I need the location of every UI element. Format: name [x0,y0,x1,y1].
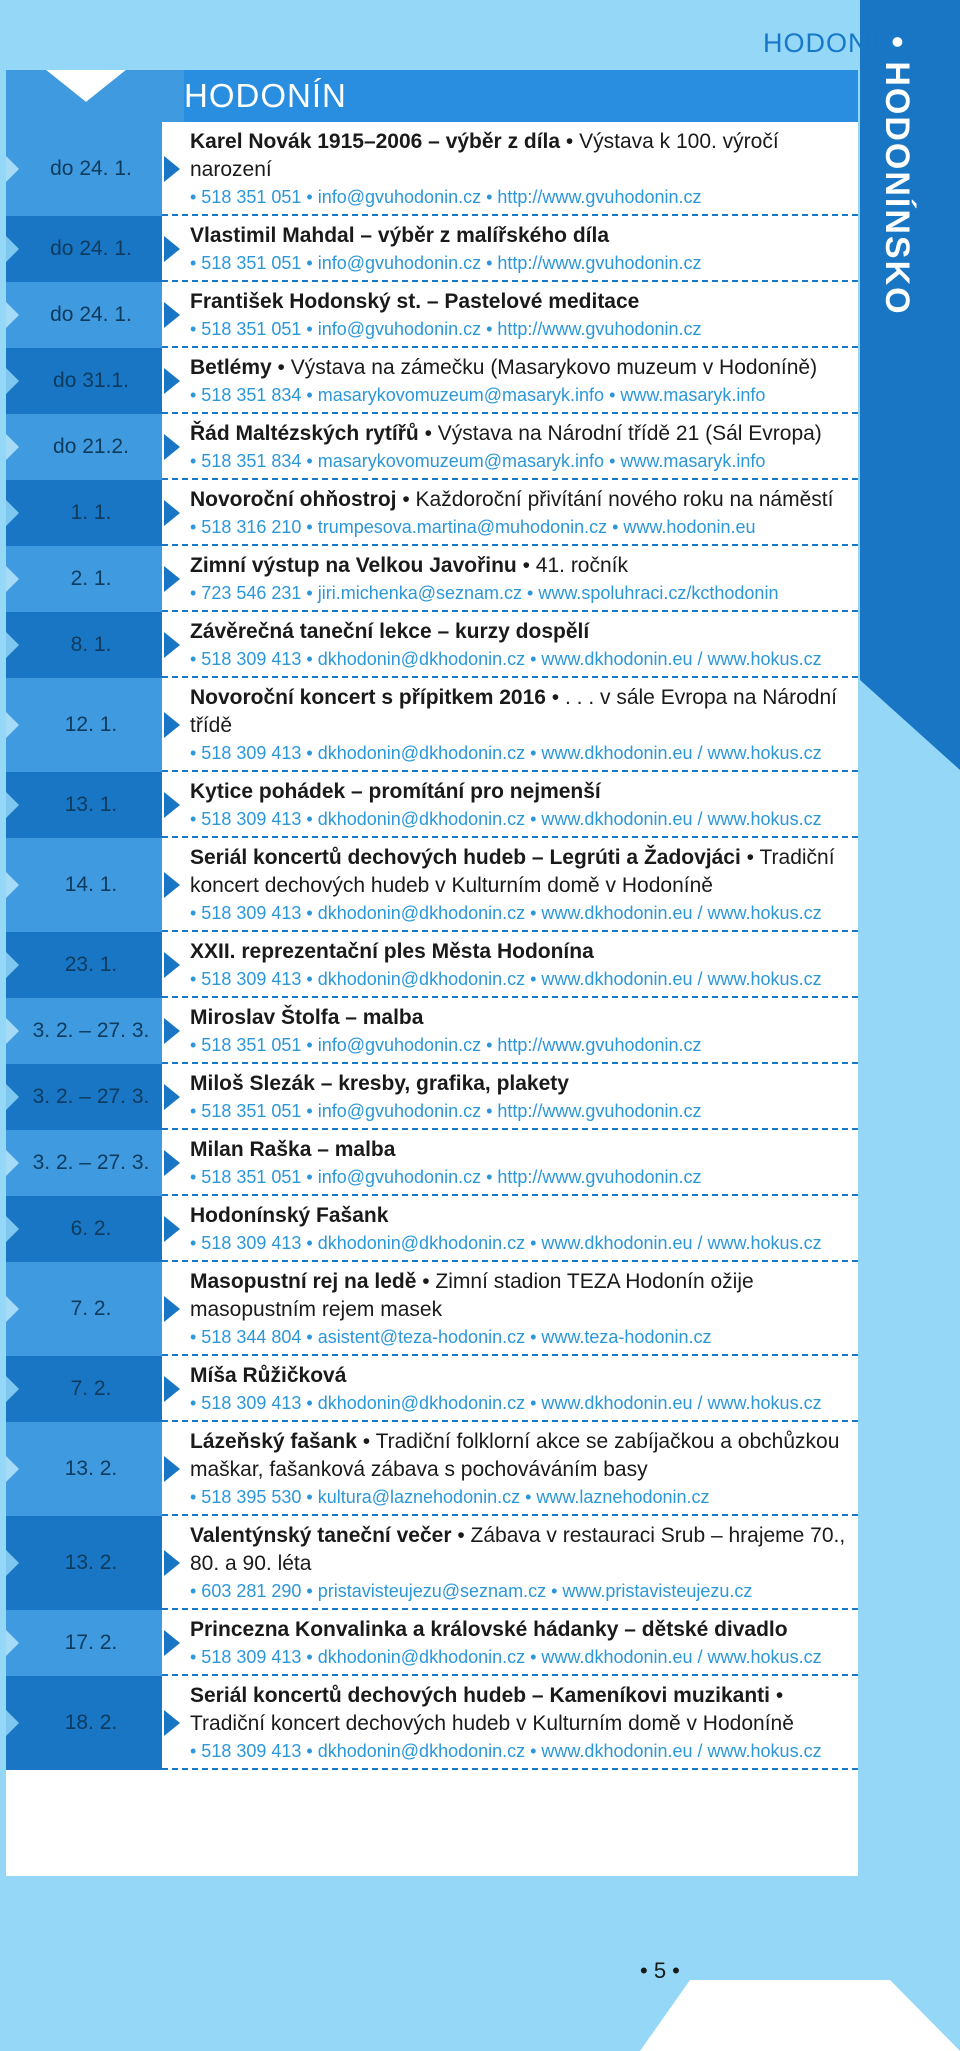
event-date: 17. 2. [64,1631,118,1654]
pointer-marker-icon [164,792,180,818]
arrow-right-icon [6,1630,19,1656]
event-contact: • 518 351 051 • info@gvuhodonin.cz • http://www.gvuhodonin.cz [190,1167,702,1187]
event-date: 7. 2. [70,1377,112,1400]
event-date-cell [6,1196,162,1262]
event-contact: • 518 351 834 • masarykovomuzeum@masaryk.info • www.masaryk.info [190,451,766,471]
event-date: do 24. 1. [50,157,132,180]
event-date-cell [6,546,162,612]
event-contact: • 518 351 051 • info@gvuhodonin.cz • http://www.gvuhodonin.cz [190,187,702,207]
event-title: Lázeňský fašank [190,1430,357,1453]
event-description: • Tradiční folklorní akce se zabíjačkou a obchůzkou maškar, fašanková zábava s pochováváním basy [190,1430,840,1481]
event-heading [190,1682,850,1738]
arrow-right-icon [6,1456,19,1482]
event-content [162,282,858,348]
event-contact: • 518 316 210 • trumpesova.martina@muhodonin.cz • www.hodonin.eu [190,517,756,537]
event-title: Hodonínský Fašank [190,1204,389,1227]
arrow-right-icon [6,792,19,818]
event-date: do 31.1. [53,369,129,392]
event-date-cell [6,1676,162,1770]
event-heading [190,1362,850,1390]
pointer-marker-icon [164,1456,180,1482]
event-contact: • 518 351 051 • info@gvuhodonin.cz • http://www.gvuhodonin.cz [190,319,702,339]
event-contact: • 518 351 051 • info@gvuhodonin.cz • http://www.gvuhodonin.cz [190,1101,702,1121]
event-heading [190,1004,850,1032]
arrow-right-icon [6,500,19,526]
event-date: 18. 2. [64,1711,118,1734]
event-row [6,122,858,216]
event-description: • Tradiční koncert dechových hudeb v Kulturním domě v Hodoníně [190,1684,794,1735]
pointer-marker-icon [164,632,180,658]
pointer-marker-icon [164,1084,180,1110]
pointer-marker-icon [164,712,180,738]
arrow-right-icon [6,236,19,262]
event-description: • Zimní stadion TEZA Hodonín ožije masopustním rejem masek [190,1270,754,1321]
event-contact: • 518 309 413 • dkhodonin@dkhodonin.cz • www.dkhodonin.eu / www.hokus.cz [190,1233,822,1253]
event-title: XXII. reprezentační ples Města Hodonína [190,940,594,963]
event-date-cell [6,122,162,216]
event-date: 6. 2. [70,1217,112,1240]
event-contact: • 518 395 530 • kultura@laznehodonin.cz • www.laznehodonin.cz [190,1487,710,1507]
event-row [6,1516,858,1610]
arrow-right-icon [6,632,19,658]
event-description: • . . . v sále Evropa na Národní třídě [190,686,837,737]
event-row [6,1196,858,1262]
pointer-marker-icon [164,1296,180,1322]
event-row [6,1356,858,1422]
event-row [6,348,858,414]
region-label [872,36,916,316]
event-title: Miloš Slezák – kresby, grafika, plakety [190,1072,569,1095]
event-row [6,998,858,1064]
event-date-cell [6,612,162,678]
event-heading [190,354,850,382]
event-content [162,480,858,546]
event-date: do 24. 1. [50,237,132,260]
event-title: Závěrečná taneční lekce – kurzy dospělí [190,620,590,643]
event-date: do 21.2. [53,435,129,458]
event-contact: • 518 309 413 • dkhodonin@dkhodonin.cz • www.dkhodonin.eu / www.hokus.cz [190,743,822,763]
pointer-marker-icon [164,236,180,262]
section-banner [6,70,858,122]
event-description: • 41. ročník [516,554,628,577]
event-row [6,546,858,612]
event-date: 13. 1. [64,793,118,816]
pointer-marker-icon [164,500,180,526]
event-content [162,414,858,480]
event-title: František Hodonský st. – Pastelové meditace [190,290,640,313]
arrow-right-icon [6,368,19,394]
event-title: Karel Novák 1915–2006 – výběr z díla [190,130,561,153]
arrow-right-icon [6,1710,19,1736]
event-content [162,1516,858,1610]
event-title: Princezna Konvalinka a královské hádanky – dětské divadlo [190,1618,788,1641]
event-date-cell [6,998,162,1064]
event-row [6,1130,858,1196]
event-heading [190,552,850,580]
event-date: 3. 2. – 27. 3. [32,1019,150,1042]
event-date-cell [6,1356,162,1422]
event-heading [190,938,850,966]
arrow-right-icon [6,1376,19,1402]
event-content [162,998,858,1064]
event-contact: • 518 351 051 • info@gvuhodonin.cz • http://www.gvuhodonin.cz [190,1035,702,1055]
event-date-cell [6,1130,162,1196]
event-heading [190,1070,850,1098]
event-contact: • 518 309 413 • dkhodonin@dkhodonin.cz • www.dkhodonin.eu / www.hokus.cz [190,809,822,829]
event-date-cell [6,1516,162,1610]
event-content [162,1676,858,1770]
event-description: • Tradiční koncert dechových hudeb v Kulturním domě v Hodoníně [190,846,835,897]
event-date-cell [6,282,162,348]
event-heading [190,844,850,900]
event-date-cell [6,838,162,932]
event-date-cell [6,1262,162,1356]
event-date: do 24. 1. [50,303,132,326]
pointer-marker-icon [164,302,180,328]
arrow-right-icon [6,1018,19,1044]
event-title: Seriál koncertů dechových hudeb – Kameníkovi muzikanti [190,1684,771,1707]
event-date: 3. 2. – 27. 3. [32,1085,150,1108]
event-contact: • 518 309 413 • dkhodonin@dkhodonin.cz • www.dkhodonin.eu / www.hokus.cz [190,1393,822,1413]
event-contact: • 723 546 231 • jiri.michenka@seznam.cz • www.spoluhraci.cz/kcthodonin [190,583,779,603]
event-title: Míša Růžičková [190,1364,347,1387]
event-content [162,1064,858,1130]
event-title: Masopustní rej na ledě [190,1270,417,1293]
event-title: Kytice pohádek – promítání pro nejmenší [190,780,601,803]
event-heading [190,1616,850,1644]
event-date-cell [6,1610,162,1676]
event-row [6,838,858,932]
event-date-cell [6,216,162,282]
event-content [162,1196,858,1262]
arrow-right-icon [6,434,19,460]
event-row [6,216,858,282]
event-heading [190,1428,850,1484]
pointer-marker-icon [164,1710,180,1736]
event-heading [190,684,850,740]
event-title: Valentýnský taneční večer [190,1524,452,1547]
event-contact: • 518 344 804 • asistent@teza-hodonin.cz • www.teza-hodonin.cz [190,1327,712,1347]
event-date: 1. 1. [70,501,112,524]
event-title: Vlastimil Mahdal – výběr z malířského díla [190,224,609,247]
event-date-cell [6,772,162,838]
event-date: 13. 2. [64,1551,118,1574]
pointer-marker-icon [164,1018,180,1044]
event-contact: • 518 309 413 • dkhodonin@dkhodonin.cz • www.dkhodonin.eu / www.hokus.cz [190,1741,822,1761]
arrow-right-icon [6,566,19,592]
event-content [162,1610,858,1676]
pointer-marker-icon [164,368,180,394]
pointer-marker-icon [164,1216,180,1242]
event-heading [190,222,850,250]
event-heading [190,288,850,316]
event-title: Seriál koncertů dechových hudeb – Legrúti a Žadovjáci [190,846,741,869]
arrow-right-icon [6,302,19,328]
event-date-cell [6,1422,162,1516]
event-title: Zimní výstup na Velkou Javořinu [190,554,517,577]
event-date-cell [6,1064,162,1130]
arrow-right-icon [6,712,19,738]
arrow-right-icon [6,1084,19,1110]
event-contact: • 518 351 051 • info@gvuhodonin.cz • http://www.gvuhodonin.cz [190,253,702,273]
region-label-text: • HODONÍNSKO [878,36,916,316]
event-content [162,932,858,998]
arrow-right-icon [6,156,19,182]
section-title: HODONÍN [184,77,347,114]
event-contact: • 518 351 834 • masarykovomuzeum@masaryk.info • www.masaryk.info [190,385,766,405]
pointer-marker-icon [164,1150,180,1176]
event-content [162,1130,858,1196]
event-date: 2. 1. [70,567,112,590]
event-title: Miroslav Štolfa – malba [190,1006,424,1029]
event-row [6,1422,858,1516]
event-date: 8. 1. [70,633,112,656]
arrow-right-icon [6,1216,19,1242]
event-description: • Každoroční přivítání nového roku na náměstí [396,488,834,511]
event-heading [190,618,850,646]
event-content [162,546,858,612]
event-description: • Zábava v restauraci Srub – hrajeme 70., 80. a 90. léta [190,1524,846,1575]
event-row [6,612,858,678]
event-row [6,1262,858,1356]
event-contact: • 518 309 413 • dkhodonin@dkhodonin.cz • www.dkhodonin.eu / www.hokus.cz [190,969,822,989]
event-content [162,122,858,216]
arrow-right-icon [6,872,19,898]
pointer-marker-icon [164,952,180,978]
event-contact: • 518 309 413 • dkhodonin@dkhodonin.cz • www.dkhodonin.eu / www.hokus.cz [190,903,822,923]
arrow-right-icon [6,1150,19,1176]
event-heading [190,1136,850,1164]
event-date: 12. 1. [64,713,118,736]
event-row [6,1610,858,1676]
event-description: • Výstava na Národní třídě 21 (Sál Evropa) [418,422,822,445]
pointer-marker-icon [164,872,180,898]
event-content [162,772,858,838]
event-date: 7. 2. [70,1297,112,1320]
event-content [162,348,858,414]
event-heading [190,1202,850,1230]
event-content [162,1262,858,1356]
event-heading [190,486,850,514]
pointer-marker-icon [164,1550,180,1576]
page-number: • 5 • [640,1958,680,1983]
event-date: 23. 1. [64,953,118,976]
event-date-cell [6,678,162,772]
event-list [6,122,858,1770]
event-row [6,480,858,546]
event-content [162,1356,858,1422]
arrow-right-icon [6,952,19,978]
pointer-marker-icon [164,566,180,592]
event-title: Milan Raška – malba [190,1138,396,1161]
event-date-cell [6,414,162,480]
event-contact: • 518 309 413 • dkhodonin@dkhodonin.cz • www.dkhodonin.eu / www.hokus.cz [190,1647,822,1667]
event-heading [190,128,850,184]
event-content [162,216,858,282]
event-description: • Výstava na zámečku (Masarykovo muzeum v Hodoníně) [271,356,818,379]
event-date: 3. 2. – 27. 3. [32,1151,150,1174]
arrow-right-icon [6,1550,19,1576]
event-row [6,282,858,348]
event-content [162,678,858,772]
event-content [162,838,858,932]
pointer-marker-icon [164,434,180,460]
event-row [6,1064,858,1130]
header-place: HODONÍN [763,28,898,58]
event-heading [190,778,850,806]
event-date-cell [6,932,162,998]
event-row [6,1676,858,1770]
pointer-marker-icon [164,1630,180,1656]
event-heading [190,420,850,448]
arrow-right-icon [6,1296,19,1322]
event-heading [190,1522,850,1578]
event-date-cell [6,480,162,546]
event-row [6,932,858,998]
pointer-marker-icon [164,1376,180,1402]
event-date: 14. 1. [64,873,118,896]
pointer-marker-icon [164,156,180,182]
event-contact: • 603 281 290 • pristavisteujezu@seznam.cz • www.pristavisteujezu.cz [190,1581,753,1601]
event-title: Řád Maltézských rytířů [190,422,419,445]
event-row [6,772,858,838]
event-title: Novoroční koncert s přípitkem 2016 [190,686,546,709]
event-heading [190,1268,850,1324]
event-content [162,1422,858,1516]
event-description: • Výstava k 100. výročí narození [190,130,779,181]
event-row [6,678,858,772]
event-content [162,612,858,678]
event-row [6,414,858,480]
event-contact: • 518 309 413 • dkhodonin@dkhodonin.cz • www.dkhodonin.eu / www.hokus.cz [190,649,822,669]
event-date: 13. 2. [64,1457,118,1480]
event-date-cell [6,348,162,414]
event-title: Betlémy [190,356,272,379]
event-title: Novoroční ohňostroj [190,488,397,511]
